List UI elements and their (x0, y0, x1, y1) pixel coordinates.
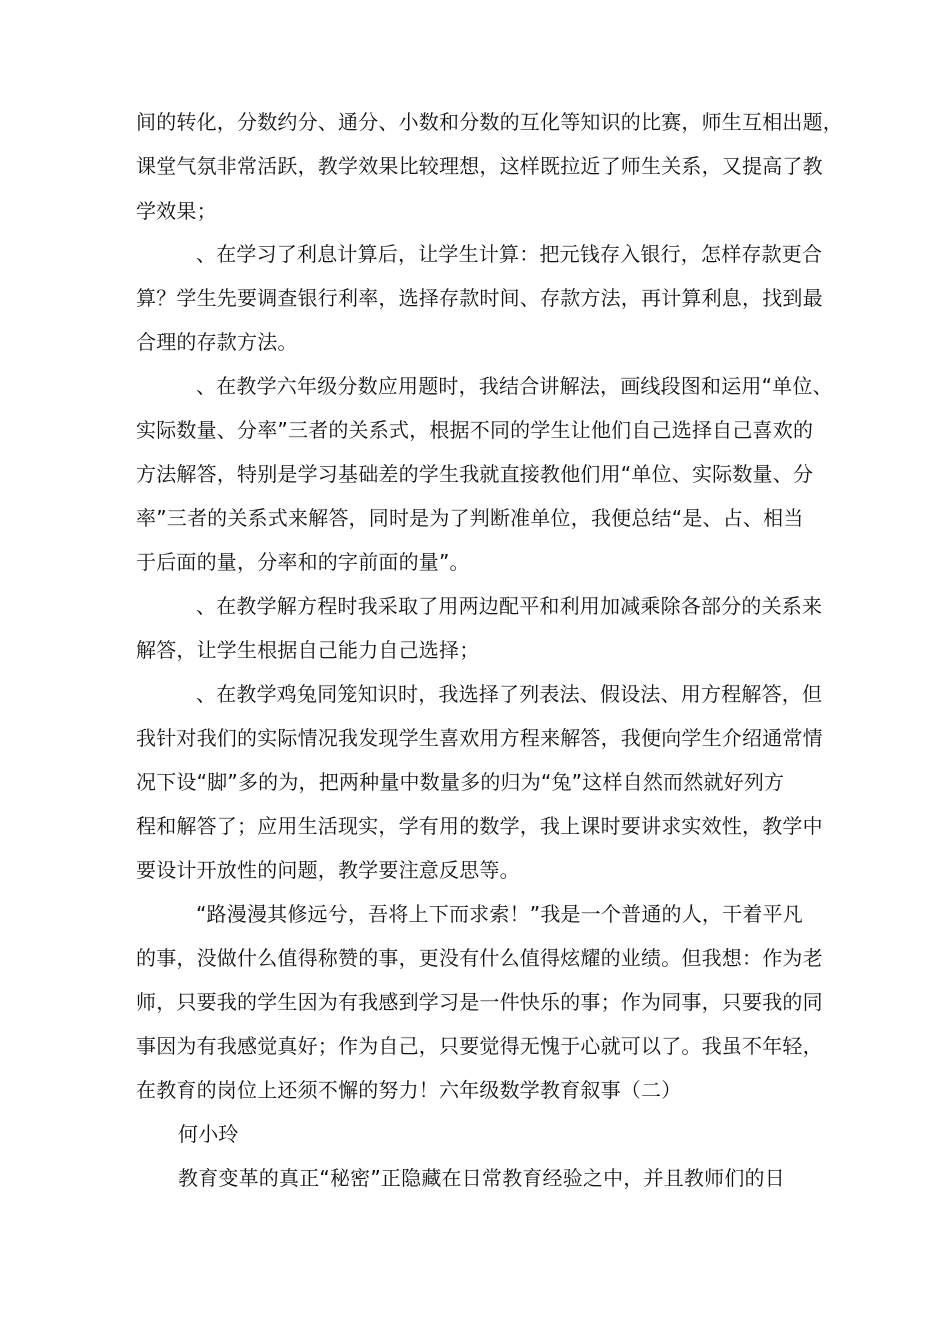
text-line-22: 事因为有我感觉真好；作为自己，只要觉得无愧于心就可以了。我虽不年轻， (136, 1034, 823, 1058)
text-line-25: 教育变革的真正“秘密”正隐藏在日常教育经验之中，并且教师们的日 (178, 1166, 785, 1190)
text-line-6: 合理的存款方法。 (136, 330, 298, 354)
text-line-13: 解答，让学生根据自己能力自己选择； (136, 638, 480, 662)
text-line-12: 、在教学解方程时我采取了用两边配平和利用加减乘除各部分的关系来 (196, 594, 823, 618)
text-line-5: 算？学生先要调查银行利率，选择存款时间、存款方法，再计算利息，找到最 (136, 286, 823, 310)
author-name: 何小玲 (178, 1122, 239, 1146)
text-line-1: 间的转化，分数约分、通分、小数和分数的互化等知识的比赛，师生互相出题， (136, 110, 843, 134)
text-line-18: 要设计开放性的问题，教学要注意反思等。 (136, 858, 520, 882)
text-line-14: 、在教学鸡兔同笼知识时，我选择了列表法、假设法、用方程解答，但 (196, 682, 823, 706)
text-line-8: 实际数量、分率”三者的关系式，根据不同的学生让他们自己选择自己喜欢的 (136, 418, 814, 442)
text-line-2: 课堂气氛非常活跃，教学效果比较理想，这样既拉近了师生关系，又提高了教 (136, 154, 823, 178)
text-line-16: 况下设“脚”多的为，把两种量中数量多的归为“兔”这样自然而然就好列方 (136, 770, 785, 794)
text-line-15: 我针对我们的实际情况我发现学生喜欢用方程来解答，我便向学生介绍通常情 (136, 726, 823, 750)
text-line-20: 的事，没做什么值得称赞的事，更没有什么值得炫耀的业绩。但我想：作为老 (136, 946, 823, 970)
text-line-19: “路漫漫其修远兮，吾将上下而求索！”我是一个普通的人，干着平凡 (196, 902, 803, 926)
text-line-10: 率”三者的关系式来解答，同时是为了判断准单位，我便总结“是、占、相当 (136, 506, 804, 530)
text-line-23: 在教育的岗位上还须不懈的努力！六年级数学教育叙事（二） (136, 1078, 682, 1102)
text-line-17: 程和解答了；应用生活现实，学有用的数学，我上课时要讲求实效性，教学中 (136, 814, 823, 838)
text-line-21: 师，只要我的学生因为有我感到学习是一件快乐的事；作为同事，只要我的同 (136, 990, 823, 1014)
text-line-9: 方法解答，特别是学习基础差的学生我就直接教他们用“单位、实际数量、分 (136, 462, 814, 486)
text-line-3: 学效果； (136, 199, 217, 223)
text-line-11: 于后面的量，分率和的字前面的量”。 (136, 550, 470, 574)
text-line-4: 、在学习了利息计算后，让学生计算：把元钱存入银行，怎样存款更合 (196, 242, 823, 266)
text-line-7: 、在教学六年级分数应用题时，我结合讲解法，画线段图和运用“单位、 (196, 374, 833, 398)
